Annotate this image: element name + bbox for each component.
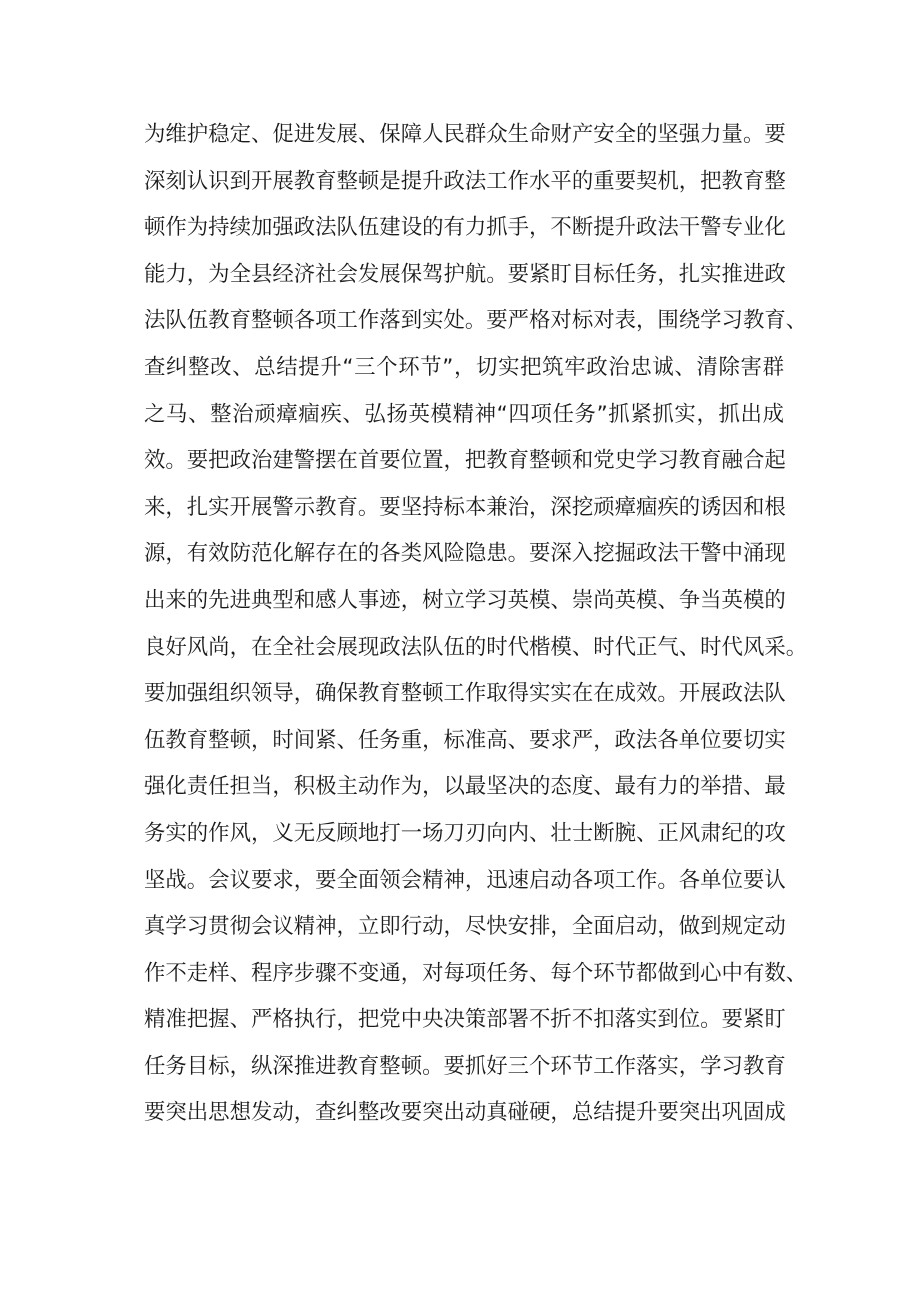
text-line: 法队伍教育整顿各项工作落到实处。要严格对标对表，围绕学习教育、: [144, 308, 808, 334]
text-line: 深刻认识到开展教育整顿是提升政法工作水平的重要契机，把教育整: [144, 168, 786, 194]
text-line: 来，扎实开展警示教育。要坚持标本兼治，深挖顽瘴痼疾的诱因和根: [144, 494, 786, 520]
text-line: 查纠整改、总结提升“三个环节”，切实把筑牢政治忠诚、清除害群: [144, 354, 784, 380]
text-line: 为维护稳定、促进发展、保障人民群众生命财产安全的坚强力量。要: [144, 122, 786, 147]
text-line: 任务目标，纵深推进教育整顿。要抓好三个环节工作落实，学习教育: [144, 1053, 786, 1079]
body-text: [144, 112, 808, 1137]
text-line: 良好风尚，在全社会展现政法队伍的时代楷模、时代正气、时代风采。: [144, 634, 808, 660]
text-line: 要加强组织领导，确保教育整顿工作取得实实在在成效。开展政法队: [144, 681, 786, 707]
text-line: 效。要把政治建警摆在首要位置，把教育整顿和党史学习教育融合起: [144, 448, 786, 474]
text-line: 伍教育整顿，时间紧、任务重，标准高、要求严，政法各单位要切实: [144, 727, 786, 753]
text-line: 出来的先进典型和感人事迹，树立学习英模、崇尚英模、争当英模的: [144, 587, 786, 613]
text-line: 顿作为持续加强政法队伍建设的有力抓手，不断提升政法干警专业化: [144, 215, 786, 241]
text-line: 之马、整治顽瘴痼疾、弘扬英模精神“四项任务”抓紧抓实，抓出成: [144, 401, 784, 427]
text-line: 精准把握、严格执行，把党中央决策部署不折不扣落实到位。要紧盯: [144, 1007, 786, 1033]
text-line: 强化责任担当，积极主动作为，以最坚决的态度、最有力的举措、最: [144, 774, 786, 800]
text-line: 源，有效防范化解存在的各类风险隐患。要深入挖掘政法干警中涌现: [144, 541, 786, 567]
text-line: 能力，为全县经济社会发展保驾护航。要紧盯目标任务，扎实推进政: [144, 261, 786, 287]
text-line: 作不走样、程序步骤不变通，对每项任务、每个环节都做到心中有数、: [144, 960, 808, 986]
text-line: 要突出思想发动，查纠整改要突出动真碰硬，总结提升要突出巩固成: [144, 1100, 786, 1126]
text-line: 真学习贯彻会议精神，立即行动，尽快安排，全面启动，做到规定动: [144, 914, 786, 940]
text-line: 务实的作风，义无反顾地打一场刀刃向内、壮士断腕、正风肃纪的攻: [144, 820, 786, 846]
text-line: 坚战。会议要求，要全面领会精神，迅速启动各项工作。各单位要认: [144, 867, 786, 893]
